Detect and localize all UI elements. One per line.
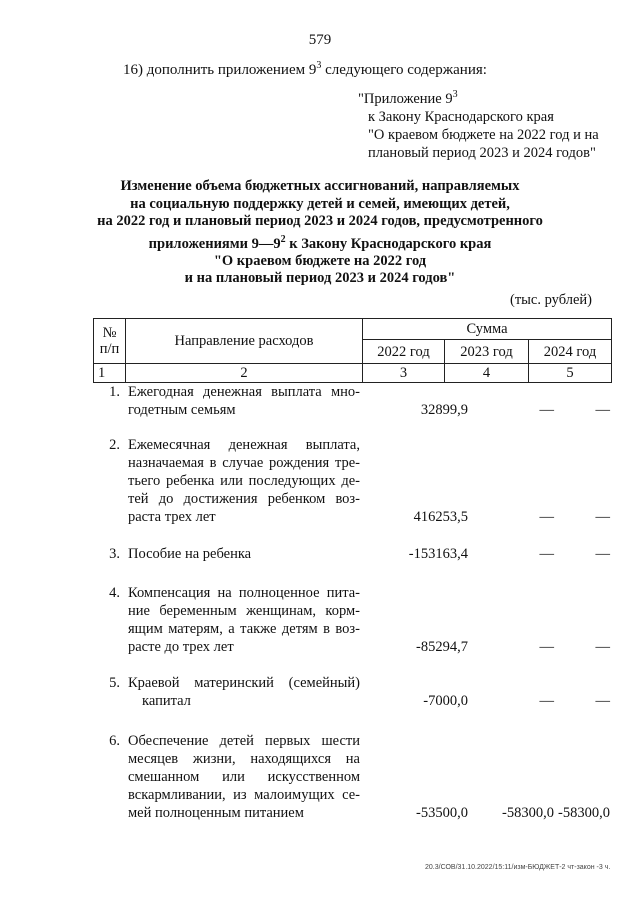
row-description	[128, 383, 360, 419]
units-label: (тыс. рублей)	[510, 292, 592, 308]
header-year-2022: 2022 год	[362, 339, 445, 364]
row-text-line: капитал	[142, 693, 191, 709]
colnum-4: 4	[444, 363, 529, 383]
heading-line1: Изменение объема бюджетных ассигнований, направляемых	[120, 178, 520, 194]
header-year-2024: 2024 год	[528, 339, 612, 364]
value-2023: —	[539, 693, 554, 709]
row-text-line: ящим матерям, а также детям в воз-	[128, 621, 360, 637]
row-text-line: мей полноценным питанием	[128, 805, 304, 821]
heading-line6: и на плановый период 2023 и 2024 годов"	[184, 270, 456, 287]
row-number: 3.	[109, 546, 120, 562]
row-text-line: назначаемая в случае рождения тре-	[128, 455, 360, 471]
amendment-intro	[123, 60, 487, 79]
row-description	[128, 674, 360, 710]
row-text-line: ние беременным женщинам, корм-	[128, 603, 360, 619]
heading-sup: 2	[280, 233, 286, 245]
colnum-3: 3	[362, 363, 445, 383]
header-sum: Сумма	[362, 318, 612, 340]
heading-line4b: к Закону Краснодарского края	[285, 235, 492, 252]
value-2024: —	[595, 509, 610, 525]
value-2024: —	[595, 546, 610, 562]
heading-line2: на социальную поддержку детей и семей, имеющих детей,	[130, 195, 510, 212]
intro-sup: 3	[316, 60, 322, 71]
header-num: № п/п	[93, 318, 126, 364]
value-2023: —	[539, 402, 554, 418]
row-text-line: вскармливании, из малоимущих се-	[128, 787, 360, 803]
row-text-line: тьего ребенка или последующих де-	[128, 473, 360, 489]
row-number: 1.	[109, 384, 120, 400]
heading-line5: "О краевом бюджете на 2022 год	[213, 252, 427, 269]
appendix-sup: 3	[452, 89, 458, 100]
value-2022: -7000,0	[423, 693, 468, 709]
value-2022: 416253,5	[413, 509, 468, 525]
value-2022: 32899,9	[420, 402, 468, 418]
row-text-line: годетным семьям	[128, 402, 236, 418]
row-number: 6.	[109, 733, 120, 749]
value-2022: -53500,0	[416, 805, 468, 821]
value-2024: —	[595, 402, 610, 418]
value-2022: -153163,4	[408, 546, 468, 562]
row-description	[128, 436, 360, 526]
row-description	[128, 732, 360, 822]
heading-line3: на 2022 год и плановый период 2023 и 2024 годов, предусмотренного	[97, 213, 543, 229]
colnum-1: 1	[93, 363, 126, 383]
heading-line4a: приложениями 9—9	[148, 235, 281, 252]
value-2023: —	[539, 509, 554, 525]
row-text-line: раста трех лет	[128, 509, 216, 525]
row-text-line: Компенсация на полноценное пита-	[128, 585, 360, 601]
appendix-line4: плановый период 2023 и 2024 годов"	[368, 144, 596, 161]
appendix-line1: "Приложение 9	[358, 90, 453, 107]
row-number: 4.	[109, 585, 120, 601]
row-text-line: Краевой материнский (семейный)	[128, 675, 360, 691]
row-description	[128, 545, 360, 563]
value-2022: -85294,7	[416, 639, 468, 655]
table-heading	[20, 178, 620, 288]
value-2024: -58300,0	[558, 805, 610, 821]
value-2023: —	[539, 546, 554, 562]
value-2024: —	[595, 693, 610, 709]
row-text-line: Обеспечение детей первых шести	[128, 733, 360, 749]
value-2024: —	[595, 639, 610, 655]
row-text-line: Ежемесячная денежная выплата,	[128, 437, 360, 453]
row-text-line: Ежегодная денежная выплата мно-	[128, 384, 360, 400]
row-text-line: тей до достижения ребенком воз-	[128, 491, 360, 507]
row-text-line: смешанном или искусственном	[128, 769, 360, 785]
intro-text: 16) дополнить приложением 9	[123, 62, 317, 78]
intro-tail: следующего содержания:	[321, 62, 487, 78]
row-number: 5.	[109, 675, 120, 691]
appendix-block	[358, 86, 599, 162]
row-text-line: расте до трех лет	[128, 639, 234, 655]
row-description	[128, 584, 360, 656]
appendix-line2: к Закону Краснодарского края	[368, 108, 554, 125]
footer-document-code: 20.3/СОВ/31.10.2022/15:11/изм-БЮДЖЕТ-2 чт-закон -3 ч.	[425, 864, 611, 871]
colnum-2: 2	[125, 363, 363, 383]
header-direction: Направление расходов	[125, 318, 363, 364]
colnum-5: 5	[528, 363, 612, 383]
row-text-line: Пособие на ребенка	[128, 546, 252, 562]
row-text-line: месяцев жизни, находящихся на	[128, 751, 360, 767]
page-number: 579	[308, 32, 332, 48]
header-year-2023: 2023 год	[444, 339, 529, 364]
appendix-line3: "О краевом бюджете на 2022 год и на	[368, 126, 599, 143]
row-number: 2.	[109, 437, 120, 453]
value-2023: -58300,0	[502, 805, 554, 821]
value-2023: —	[539, 639, 554, 655]
